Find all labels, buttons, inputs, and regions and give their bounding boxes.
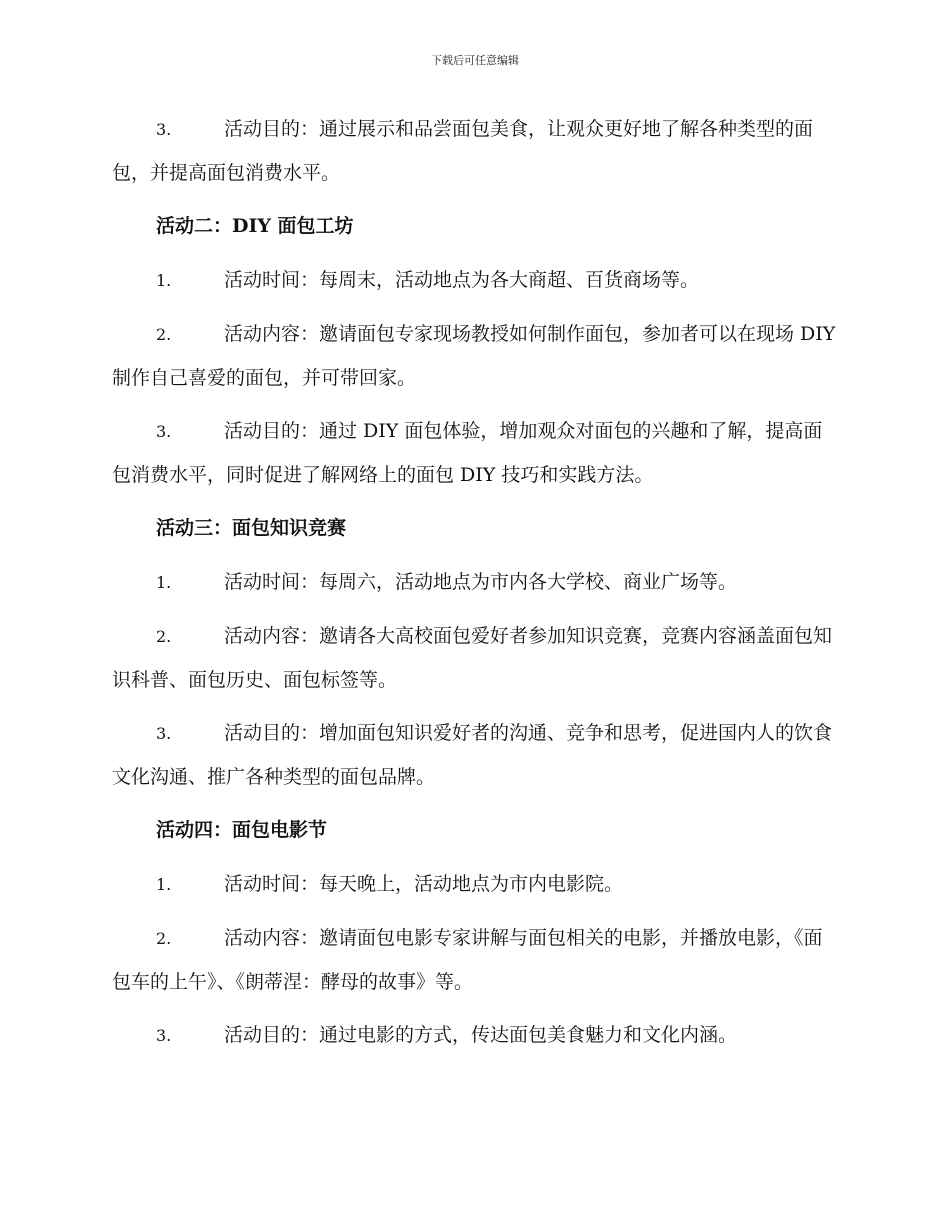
item-number: 3. [156,1026,172,1045]
section-heading: 活动四：面包电影节 [156,819,328,841]
item-text: 活动内容：邀请面包电影专家讲解与面包相关的电影，并播放电影，《面包车的上午》、《朗蒂涅：酵母的故事》等。 [112,927,823,993]
item-text: 活动内容：邀请面包专家现场教授如何制作面包，参加者可以在现场 DIY 制作自己喜爱的面包，并可带回家。 [112,323,836,389]
list-item [112,108,837,194]
item-text: 活动时间：每天晚上，活动地点为市内电影院。 [224,872,624,895]
document-body [112,108,837,1069]
item-text: 活动内容：邀请各大高校面包爱好者参加知识竞赛，竞赛内容涵盖面包知识科普、面包历史、面包标签等。 [112,625,833,691]
list-item [112,615,837,701]
list-item [112,561,837,605]
list-item [112,712,837,798]
item-number: 2. [156,325,172,344]
item-text: 活动目的：增加面包知识爱好者的沟通、竞争和思考，促进国内人的饮食文化沟通、推广各种类型的面包品牌。 [112,722,833,788]
list-item [112,917,837,1003]
list-item [112,259,837,303]
item-number: 2. [156,627,172,646]
item-number: 3. [156,120,172,139]
item-text: 活动目的：通过电影的方式，传达面包美食魅力和文化内涵。 [224,1024,738,1046]
item-text: 活动目的：通过展示和品尝面包美食，让观众更好地了解各种类型的面包，并提高面包消费水平。 [112,118,814,184]
item-text: 活动时间：每周末，活动地点为各大商超、百货商场等。 [224,268,700,291]
item-text: 活动目的：通过 DIY 面包体验，增加观众对面包的兴趣和了解，提高面包消费水平，同时促进了解网络上的面包 DIY 技巧和实践方法。 [112,420,823,486]
item-number: 3. [156,724,172,743]
section-heading: 活动三：面包知识竞赛 [156,517,347,539]
list-item [112,1014,837,1058]
item-number: 1. [156,270,172,290]
list-item [112,410,837,496]
page-header: 下载后可任意编辑 [431,54,519,67]
item-number: 2. [156,929,172,948]
list-item [112,313,837,399]
item-number: 1. [156,874,172,894]
item-number: 1. [156,572,172,592]
section-heading: 活动二：DIY 面包工坊 [156,215,354,237]
list-item [112,863,837,907]
item-text: 活动时间：每周六，活动地点为市内各大学校、商业广场等。 [224,570,738,593]
item-number: 3. [156,422,172,441]
